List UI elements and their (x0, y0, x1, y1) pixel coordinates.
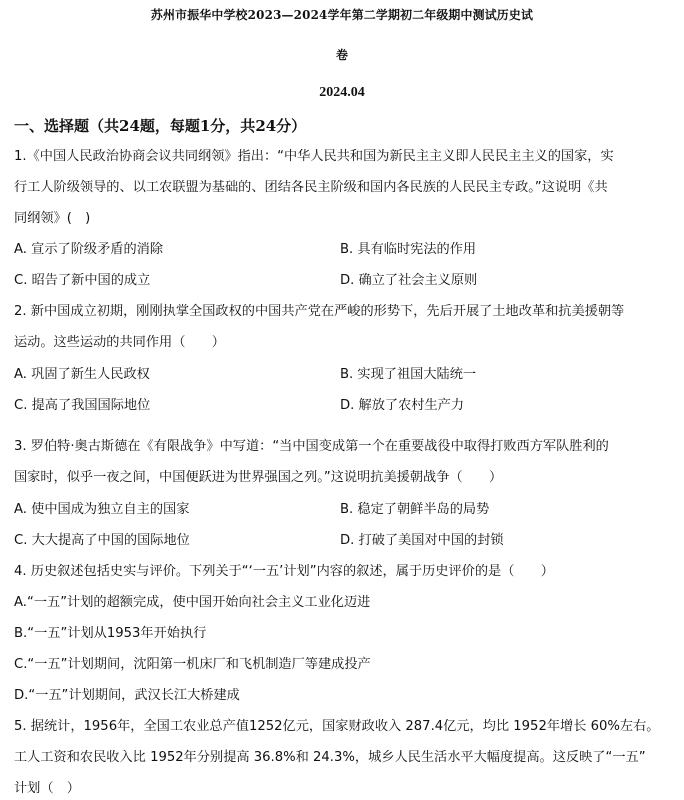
q2-text-line: 2. 新中国成立初期，刚刚执掌全国政权的中国共产党在严峻的形势下，先后开展了土地改革和抗美援朝等 (14, 304, 625, 319)
q1-option-a: A. 宣示了阶级矛盾的消除 (14, 242, 164, 257)
q2-option-b: B. 实现了祖国大陆统一 (340, 367, 477, 382)
q5-text-line: 计划（ ） (14, 781, 80, 796)
q2-text-line: 运动。这些运动的共同作用（ ） (14, 335, 225, 350)
q4-text-line: 4. 历史叙述包括史实与评价。下列关于“‘一五’计划”内容的叙述，属于历史评价的是（ ） (14, 564, 554, 579)
q4-option-c: C.“一五”计划期间，沈阳第一机床厂和飞机制造厂等建成投产 (14, 657, 371, 672)
q4-option-b: B.“一五”计划从1953年开始执行 (14, 626, 207, 641)
q3-text-line: 国家时，似乎一夜之间，中国便跃进为世界强国之列。”这说明抗美援朝战争（ ） (14, 470, 503, 485)
q1-option-b: B. 具有临时宪法的作用 (340, 242, 477, 257)
section-heading: 一、选择题（共24题，每题1分，共24分） (14, 117, 307, 135)
q4-option-a: A.“一五”计划的超额完成，使中国开始向社会主义工业化迈进 (14, 595, 371, 610)
q3-text-line: 3. 罗伯特·奥古斯德在《有限战争》中写道：“当中国变成第一个在重要战役中取得打败西方军队胜利的 (14, 439, 609, 454)
q1-text-line: 1.《中国人民政治协商会议共同纲领》指出：“中华人民共和国为新民主主义即人民民主主义的国家，实 (14, 149, 614, 164)
q1-text-line: 同纲领》( ) (14, 211, 91, 226)
q3-option-d: D. 打破了美国对中国的封锁 (340, 533, 504, 548)
q1-option-c: C. 昭告了新中国的成立 (14, 273, 151, 288)
exam-title-line2: 卷 (335, 48, 349, 62)
q2-option-c: C. 提高了我国国际地位 (14, 398, 151, 413)
exam-date: 2024.04 (319, 85, 365, 100)
q3-option-b: B. 稳定了朝鲜半岛的局势 (340, 502, 490, 517)
q2-option-a: A. 巩固了新生人民政权 (14, 367, 150, 382)
q5-text-line: 5. 据统计，1956年，全国工农业总产值1252亿元，国家财政收入 287.4亿元，均比 1952年增长 60%左右。 (14, 719, 660, 734)
q3-option-a: A. 使中国成为独立自主的国家 (14, 502, 190, 517)
q4-option-d: D.“一五”计划期间，武汉长江大桥建成 (14, 688, 240, 703)
q1-text-line: 行工人阶级领导的、以工农联盟为基础的、团结各民主阶级和国内各民族的人民民主专政。”这说明《共 (14, 180, 608, 195)
q3-option-c: C. 大大提高了中国的国际地位 (14, 533, 190, 548)
q5-text-line: 工人工资和农民收入比 1952年分别提高 36.8%和 24.3%，城乡人民生活水平大幅度提高。这反映了“一五” (14, 750, 646, 765)
q2-option-d: D. 解放了农村生产力 (340, 398, 465, 413)
q1-option-d: D. 确立了社会主义原则 (340, 273, 478, 288)
exam-title-line1: 苏州市振华中学校2023—2024学年第二学期初二年级期中测试历史试 (150, 8, 534, 22)
